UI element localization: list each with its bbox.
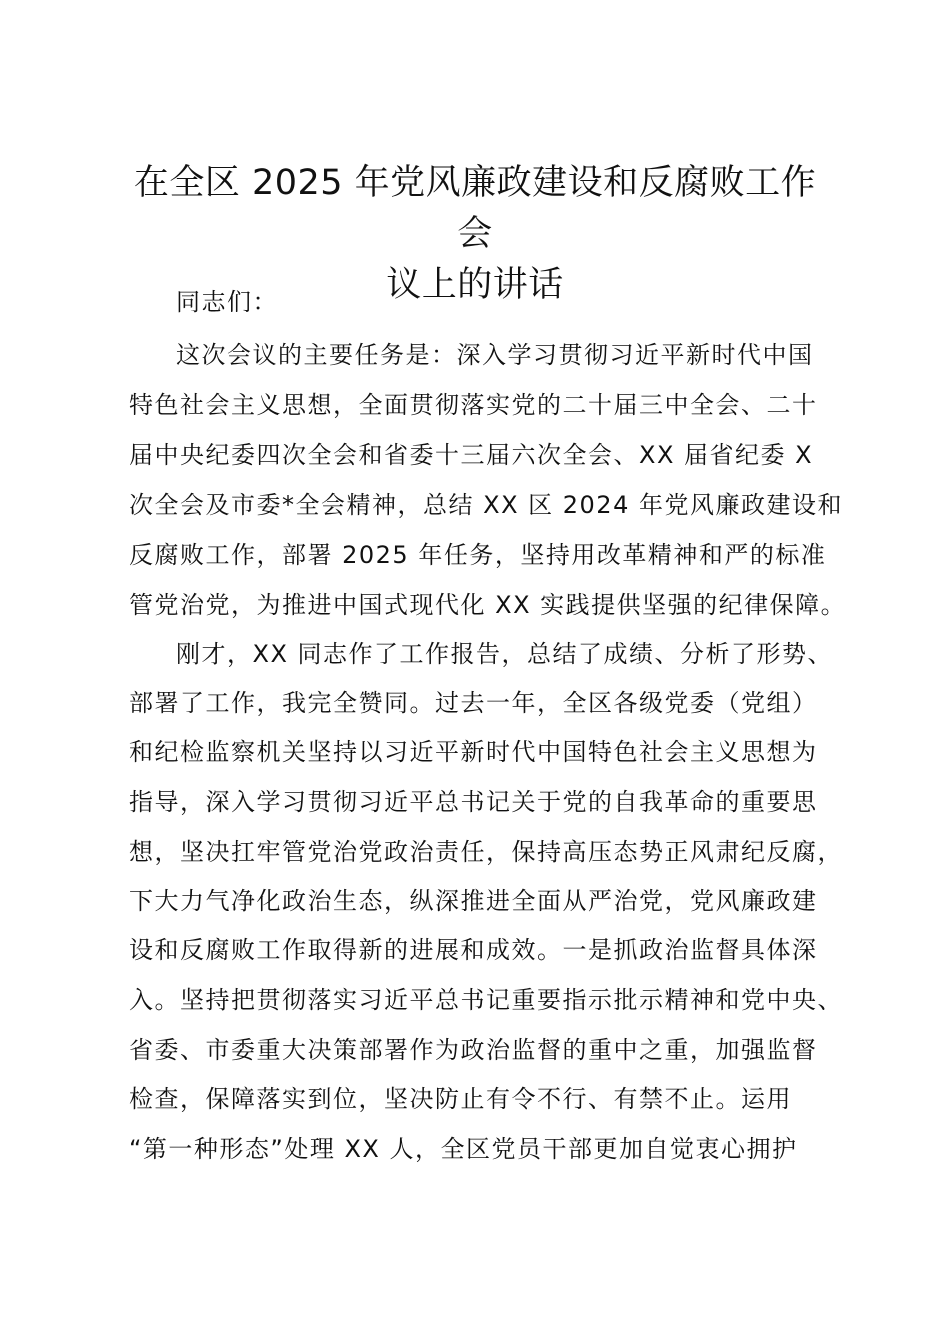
body-line: 届中央纪委四次全会和省委十三届六次全会、XX 届省纪委 X bbox=[129, 441, 814, 469]
body-line: 省委、市委重大决策部署作为政治监督的重中之重，加强监督 bbox=[129, 1036, 818, 1064]
salutation: 同志们： bbox=[176, 288, 278, 316]
body-line: 这次会议的主要任务是：深入学习贯彻习近平新时代中国 bbox=[176, 341, 814, 369]
body-line: 和纪检监察机关坚持以习近平新时代中国特色社会主义思想为 bbox=[129, 738, 818, 766]
body-line: 刚才，XX 同志作了工作报告，总结了成绩、分析了形势、 bbox=[176, 640, 834, 668]
title-line-2: 议上的讲话 bbox=[386, 265, 564, 305]
body-line: 想，坚决扛牢管党治党政治责任，保持高压态势正风肃纪反腐， bbox=[129, 838, 843, 866]
body-line: 指导，深入学习贯彻习近平总书记关于党的自我革命的重要思 bbox=[129, 788, 818, 816]
body-line: 次全会及市委*全会精神，总结 XX 区 2024 年党风廉政建设和 bbox=[129, 491, 843, 519]
body-line: “第一种形态”处理 XX 人，全区党员干部更加自觉衷心拥护 bbox=[129, 1135, 798, 1163]
body-line: 反腐败工作，部署 2025 年任务，坚持用改革精神和严的标准 bbox=[129, 541, 827, 569]
body-line: 下大力气净化政治生态，纵深推进全面从严治党，党风廉政建 bbox=[129, 887, 818, 915]
body-line: 特色社会主义思想，全面贯彻落实党的二十届三中全会、二十 bbox=[129, 391, 818, 419]
body-line: 检查，保障落实到位，坚决防止有令不行、有禁不止。运用 bbox=[129, 1085, 792, 1113]
body-line: 入。坚持把贯彻落实习近平总书记重要指示批示精神和党中央、 bbox=[129, 986, 843, 1014]
body-line: 设和反腐败工作取得新的进展和成效。一是抓政治监督具体深 bbox=[129, 936, 818, 964]
body-line: 管党治党，为推进中国式现代化 XX 实践提供坚强的纪律保障。 bbox=[129, 591, 847, 619]
title-line-1: 在全区 2025 年党风廉政建设和反腐败工作会 bbox=[133, 163, 817, 254]
body-line: 部署了工作，我完全赞同。过去一年，全区各级党委（党组） bbox=[129, 689, 818, 717]
